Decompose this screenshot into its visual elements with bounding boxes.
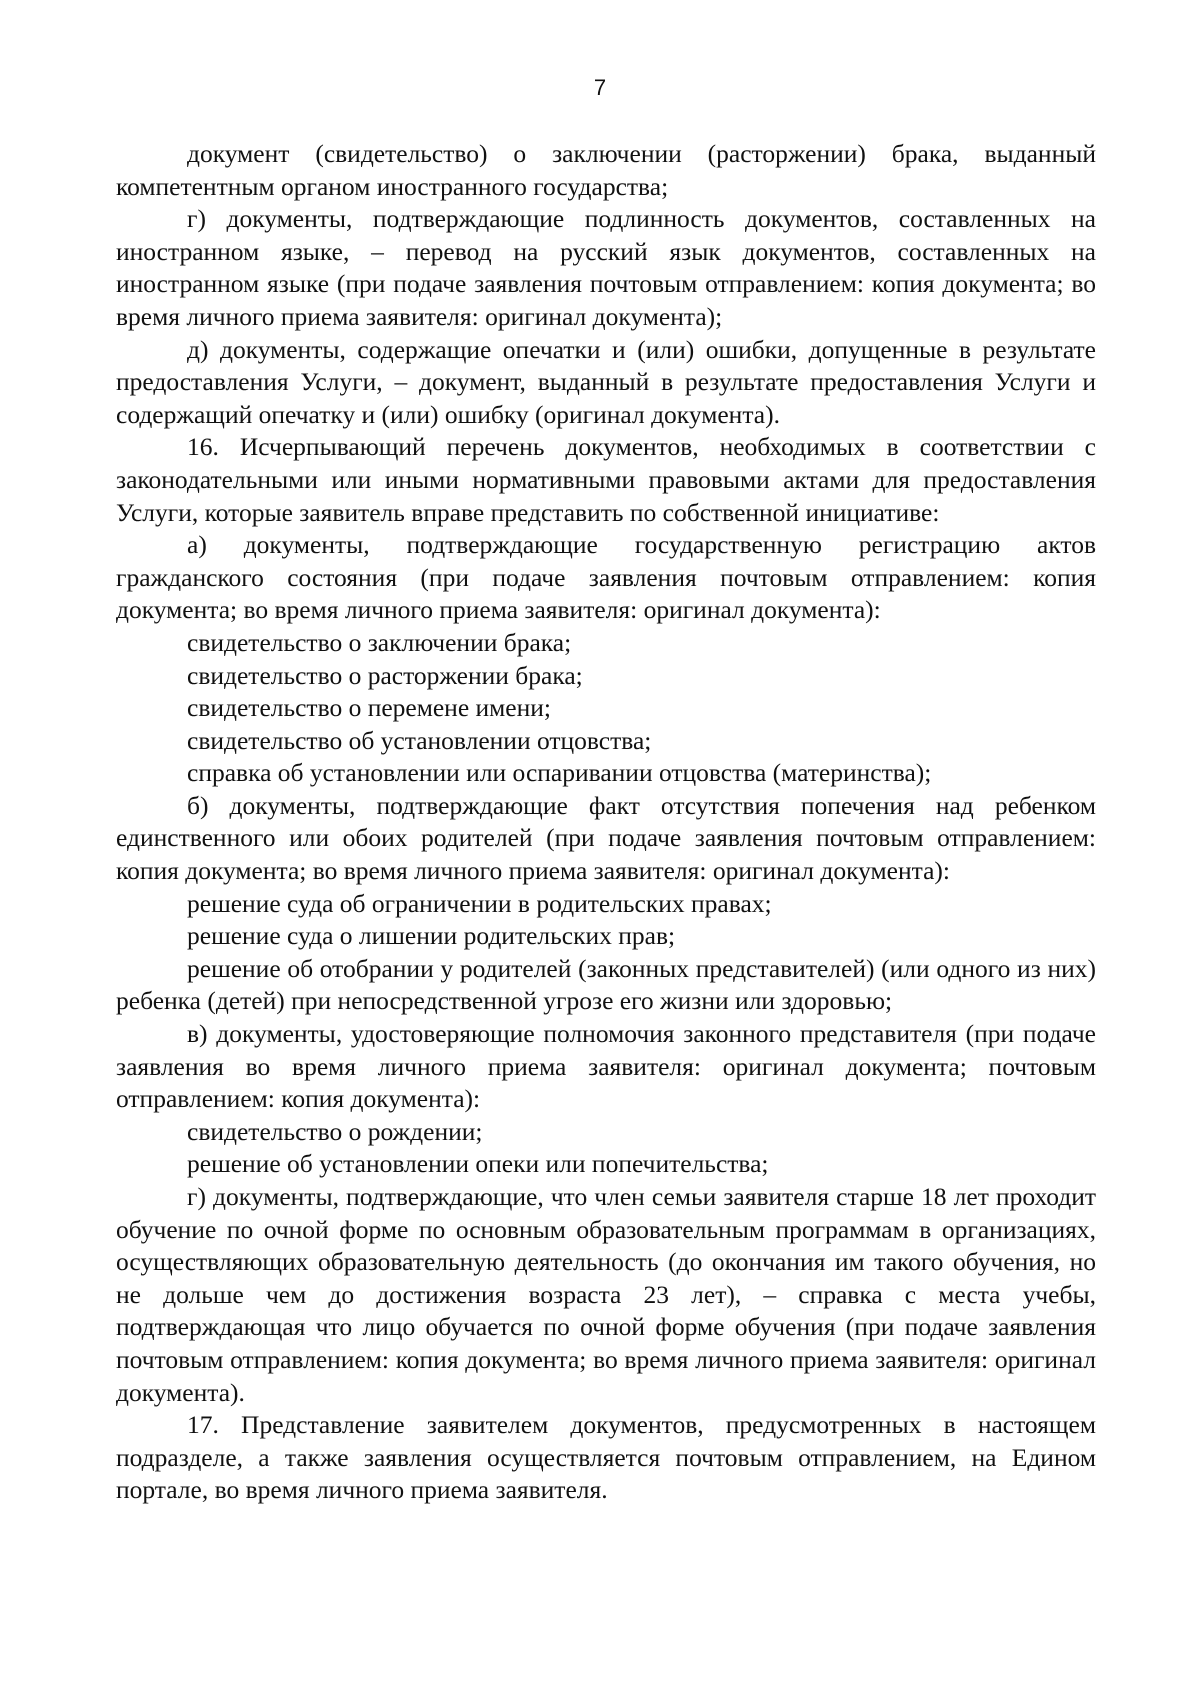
paragraph-item-d-typos: д) документы, содержащие опечатки и (или) ошибки, допущенные в результате предоставления Услуги, – документ, выданный в результате предоставления Услуги и содержащий опечатку и (или) ошибку (оригинал документа). (116, 334, 1096, 429)
paragraph-item-a-civil-registration: а) документы, подтверждающие государственную регистрацию актов гражданского состояния (при подаче заявления почтовым отправлением: копия документа; во время личного приема заявителя: оригинал документа): (116, 530, 1096, 625)
list-item-birth-certificate: свидетельство о рождении; (187, 1116, 483, 1146)
page-number: 7 (593, 75, 607, 100)
list-item-court-restriction: решение суда об ограничении в родительских правах; (187, 888, 772, 918)
paragraph-item-b-no-parental-care: б) документы, подтверждающие факт отсутствия попечения над ребенком единственного или обоих родителей (при подаче заявления почтовым отправлением: копия документа; во время личного приема заявителя: оригинал документа): (116, 790, 1096, 886)
list-item-marriage-certificate: свидетельство о заключении брака; (187, 627, 572, 657)
list-item-name-change-certificate: свидетельство о перемене имени; (187, 693, 551, 723)
list-item-paternity-certificate: свидетельство об установлении отцовства; (187, 725, 652, 755)
list-item-divorce-certificate: свидетельство о расторжении брака; (187, 660, 583, 690)
paragraph-item-v-legal-representative: в) документы, удостоверяющие полномочия законного представителя (при подаче заявления во время личного приема заявителя: оригинал документа; почтовым отправлением: копия документа): (116, 1019, 1096, 1114)
paragraph-section-17: 17. Представление заявителем документов, предусмотренных в настоящем подразделе, а также заявления осуществляется почтовым отправлением, на Едином портале, во время личного приема заявителя. (116, 1410, 1096, 1505)
list-item-court-deprivation: решение суда о лишении родительских прав; (187, 921, 676, 951)
paragraph-item-g-foreign-language: г) документы, подтверждающие подлинность документов, составленных на иностранном языке, – перевод на русский язык документов, составленных на иностранном языке (при подаче заявления почтовым отправлением: копия документа; во время личного приема заявителя: оригинал документа); (116, 204, 1096, 331)
document-body (116, 138, 1096, 1507)
paragraph-foreign-marriage-document: документ (свидетельство) о заключении (расторжении) брака, выданный компетентным органом иностранного государства; (116, 139, 1096, 201)
list-item-paternity-reference: справка об установлении или оспаривании отцовства (материнства); (187, 758, 932, 788)
paragraph-item-g-education: г) документы, подтверждающие, что член семьи заявителя старше 18 лет проходит обучение по очной форме по основным образовательным программам в организациях, осуществляющих образовательную деятельность (до окончания им такого обучения, но не дольше чем до достижения возраста 23 лет), – справка с места учебы, подтверждающая что лицо обучается по очной форме обучения (при подаче заявления почтовым отправлением: копия документа; во время личного приема заявителя: оригинал документа). (116, 1182, 1096, 1407)
list-item-guardianship-decision: решение об установлении опеки или попечительства; (187, 1149, 769, 1179)
list-item-child-removal: решение об отобрании у родителей (законных представителей) (или одного из них) ребенка (детей) при непосредственной угрозе его жизни или здоровью; (116, 953, 1096, 1016)
paragraph-section-16: 16. Исчерпывающий перечень документов, необходимых в соответствии с законодательными или иными нормативными правовыми актами для предоставления Услуги, которые заявитель вправе представить по собственной инициативе: (116, 432, 1096, 527)
